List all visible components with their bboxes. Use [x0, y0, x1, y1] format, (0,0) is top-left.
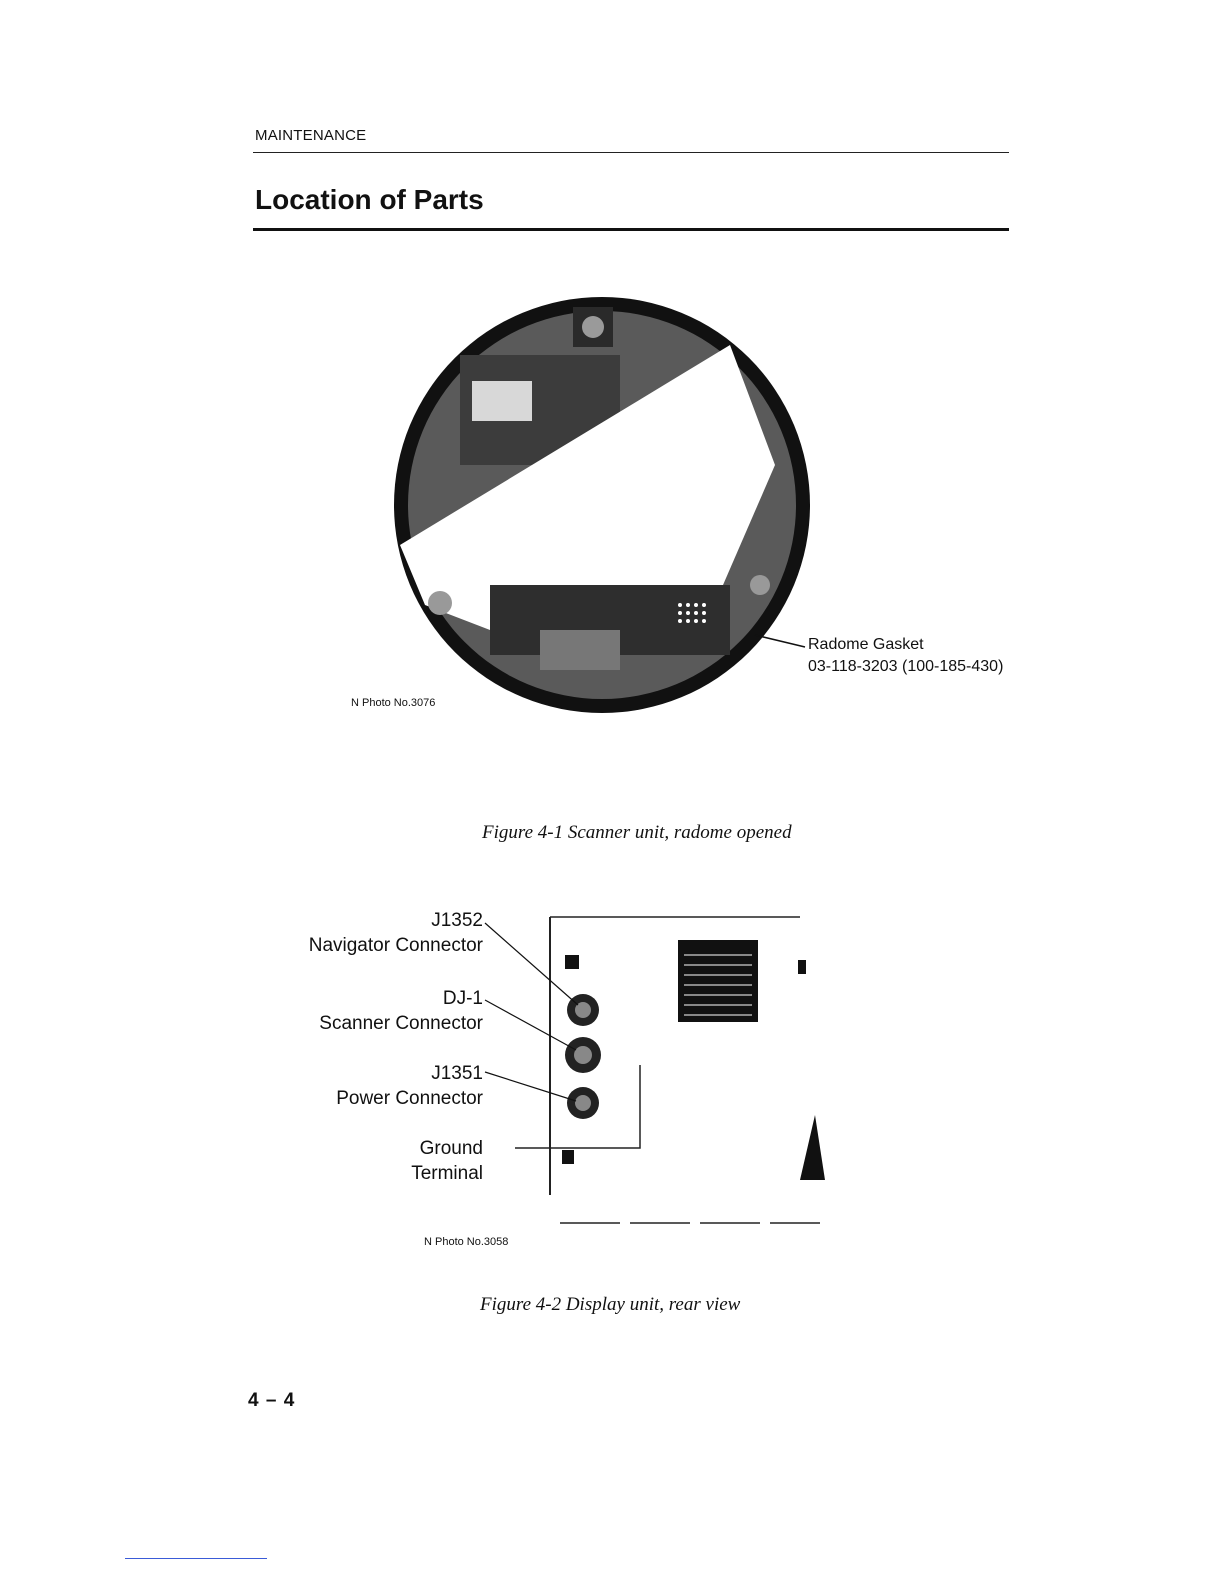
callout-name: Scanner Connector: [319, 1013, 483, 1034]
callout-code: J1352: [431, 910, 483, 931]
right-mount-hole: [798, 960, 806, 974]
dj1-leader: [485, 1000, 576, 1050]
section-label: MAINTENANCE: [255, 127, 367, 144]
callout-code: J1351: [431, 1063, 483, 1084]
j1351-leader: [485, 1072, 576, 1101]
scanner-connector-center: [574, 1046, 592, 1064]
callout-dj1: [280, 986, 483, 1036]
callout-ground: [280, 1136, 483, 1186]
mount-hole: [565, 955, 579, 969]
top-bolt-icon: [582, 316, 604, 338]
connector-block: [540, 630, 620, 670]
j1352-leader: [485, 923, 578, 1005]
photo-number-2: N Photo No.3058: [424, 1236, 509, 1248]
callout-name: Power Connector: [336, 1088, 483, 1109]
callout-j1351: [280, 1061, 483, 1111]
gasket-callout: [808, 634, 1003, 678]
right-bolt-icon: [750, 575, 770, 595]
gasket-leader-line: [755, 635, 805, 647]
scanner-unit-photo: [380, 285, 820, 725]
callout-name: Navigator Connector: [308, 935, 483, 956]
display-unit-photo: [480, 905, 830, 1235]
bottom-divider: [125, 1558, 267, 1559]
callout-code: Ground: [419, 1138, 483, 1159]
callout-j1352: [280, 908, 483, 958]
page-title: Location of Parts: [255, 184, 484, 215]
nameplate: [678, 940, 758, 1022]
callout-name: Terminal: [411, 1163, 483, 1184]
photo-number-1: N Photo No.3076: [351, 697, 436, 709]
title-rule: [253, 228, 1009, 231]
header-rule: [253, 152, 1009, 153]
left-bolt-icon: [428, 591, 452, 615]
ground-terminal-icon: [562, 1150, 574, 1164]
page-number: 4 – 4: [248, 1390, 296, 1411]
callout-code: DJ-1: [442, 988, 483, 1009]
right-bracket: [800, 1115, 825, 1180]
figure-caption-1: Figure 4-1 Scanner unit, radome opened: [482, 822, 792, 843]
gasket-part-number: 03-118-3203 (100-185-430): [808, 658, 1004, 675]
gasket-label: Radome Gasket: [808, 636, 924, 653]
component-label-plate: [472, 381, 532, 421]
figure-caption-2: Figure 4-2 Display unit, rear view: [480, 1294, 741, 1315]
power-connector-center: [575, 1095, 591, 1111]
